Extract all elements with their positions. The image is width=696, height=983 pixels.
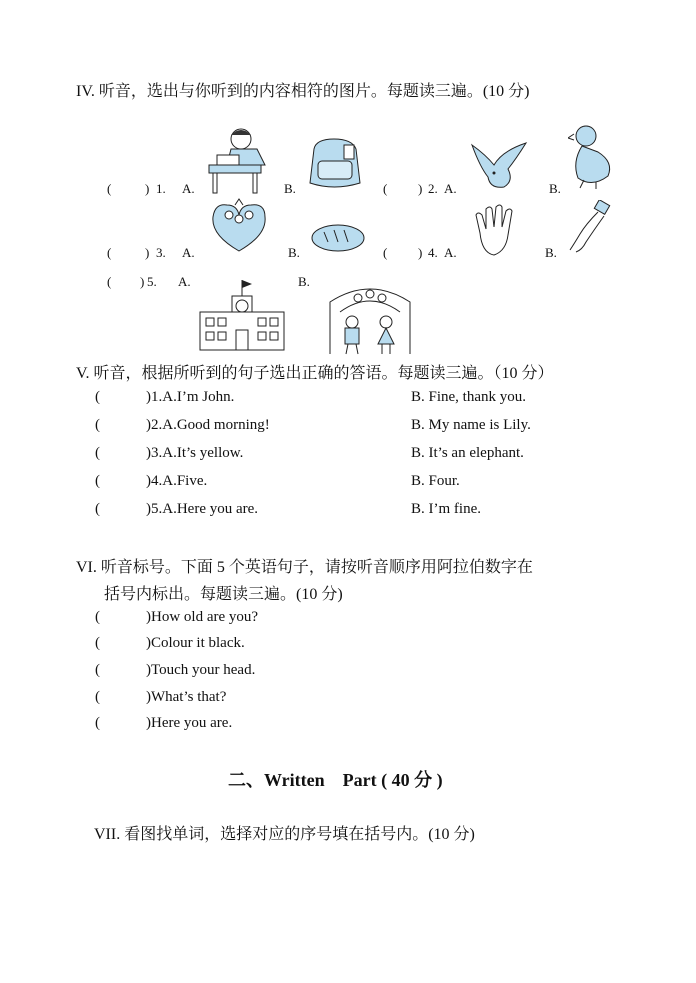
- sentence-text: )Touch your head.: [146, 662, 256, 678]
- answer-paren: (: [95, 501, 100, 517]
- option-b-label: B.: [288, 245, 300, 260]
- answer-paren-close: ): [140, 274, 145, 289]
- part-2-title: 二、Written Part ( 40 分 ): [228, 770, 443, 790]
- question-number: 1.: [156, 181, 166, 196]
- arm-icon: [566, 200, 612, 256]
- sentence-text: )What’s that?: [146, 689, 227, 705]
- sentence-text: )How old are you?: [146, 609, 259, 625]
- answer-paren-open: (: [383, 181, 388, 196]
- answer-paren-close: ): [145, 245, 150, 260]
- option-a-label: A.: [444, 245, 457, 260]
- section-4-heading: IV. 听音，选出与你听到的内容相符的图片。每题读三遍。(10 分): [76, 83, 530, 100]
- answer-paren-open: (: [107, 245, 112, 260]
- schoolbag-icon: [304, 135, 366, 191]
- option-a-label: A.: [444, 181, 457, 196]
- section-5-heading: V. 听音，根据所听到的句子选出正确的答语。每题读三遍。（10 分）: [76, 365, 554, 382]
- option-b-label: B.: [298, 274, 310, 289]
- option-b-text: B. Four.: [411, 473, 460, 489]
- answer-paren: (: [95, 689, 100, 705]
- option-b-label: B.: [545, 245, 557, 260]
- answer-paren: (: [95, 715, 100, 731]
- sentence-text: )Here you are.: [146, 715, 233, 731]
- answer-paren: (: [95, 609, 100, 625]
- option-b-text: B. It’s an elephant.: [411, 445, 524, 461]
- option-a-text: )3.A.It’s yellow.: [146, 445, 244, 461]
- answer-paren-open: (: [383, 245, 388, 260]
- option-a-text: )4.A.Five.: [146, 473, 208, 489]
- answer-paren: (: [95, 445, 100, 461]
- option-a-label: A.: [182, 181, 195, 196]
- answer-paren-open: (: [107, 181, 112, 196]
- hand-icon: [470, 203, 522, 259]
- answer-paren-close: ): [418, 245, 423, 260]
- section-6-heading-line1: VI. 听音标号。下面 5 个英语句子，请按听音顺序用阿拉伯数字在: [76, 559, 533, 576]
- option-b-label: B.: [549, 181, 561, 196]
- option-a-label: A.: [182, 245, 195, 260]
- option-a-text: )2.A.Good morning!: [146, 417, 270, 433]
- question-number: 5.: [147, 274, 157, 289]
- answer-paren: (: [95, 389, 100, 405]
- option-a-text: )5.A.Here you are.: [146, 501, 259, 517]
- school-building-icon: [198, 278, 286, 352]
- bread-icon: [310, 220, 366, 256]
- answer-paren: (: [95, 635, 100, 651]
- question-number: 4.: [428, 245, 438, 260]
- bird-icon: [468, 137, 532, 191]
- question-number: 2.: [428, 181, 438, 196]
- boy-at-desk-icon: [205, 125, 273, 195]
- answer-paren-open: (: [107, 274, 112, 289]
- answer-paren: (: [95, 417, 100, 433]
- option-a-label: A.: [178, 274, 191, 289]
- section-7-heading: VII. 看图找单词，选择对应的序号填在括号内。(10 分): [94, 826, 475, 843]
- answer-paren: (: [95, 662, 100, 678]
- sentence-text: )Colour it black.: [146, 635, 245, 651]
- section-6-heading-line2: 括号内标出。每题读三遍。(10 分): [104, 586, 343, 603]
- cake-icon: [205, 195, 273, 257]
- option-b-text: B. I’m fine.: [411, 501, 481, 517]
- option-b-text: B. Fine, thank you.: [411, 389, 526, 405]
- park-kids-icon: [320, 282, 420, 356]
- question-number: 3.: [156, 245, 166, 260]
- option-b-text: B. My name is Lily.: [411, 417, 531, 433]
- duck-icon: [568, 122, 616, 190]
- option-b-label: B.: [284, 181, 296, 196]
- answer-paren: (: [95, 473, 100, 489]
- option-a-text: )1.A.I’m John.: [146, 389, 235, 405]
- answer-paren-close: ): [418, 181, 423, 196]
- answer-paren-close: ): [145, 181, 150, 196]
